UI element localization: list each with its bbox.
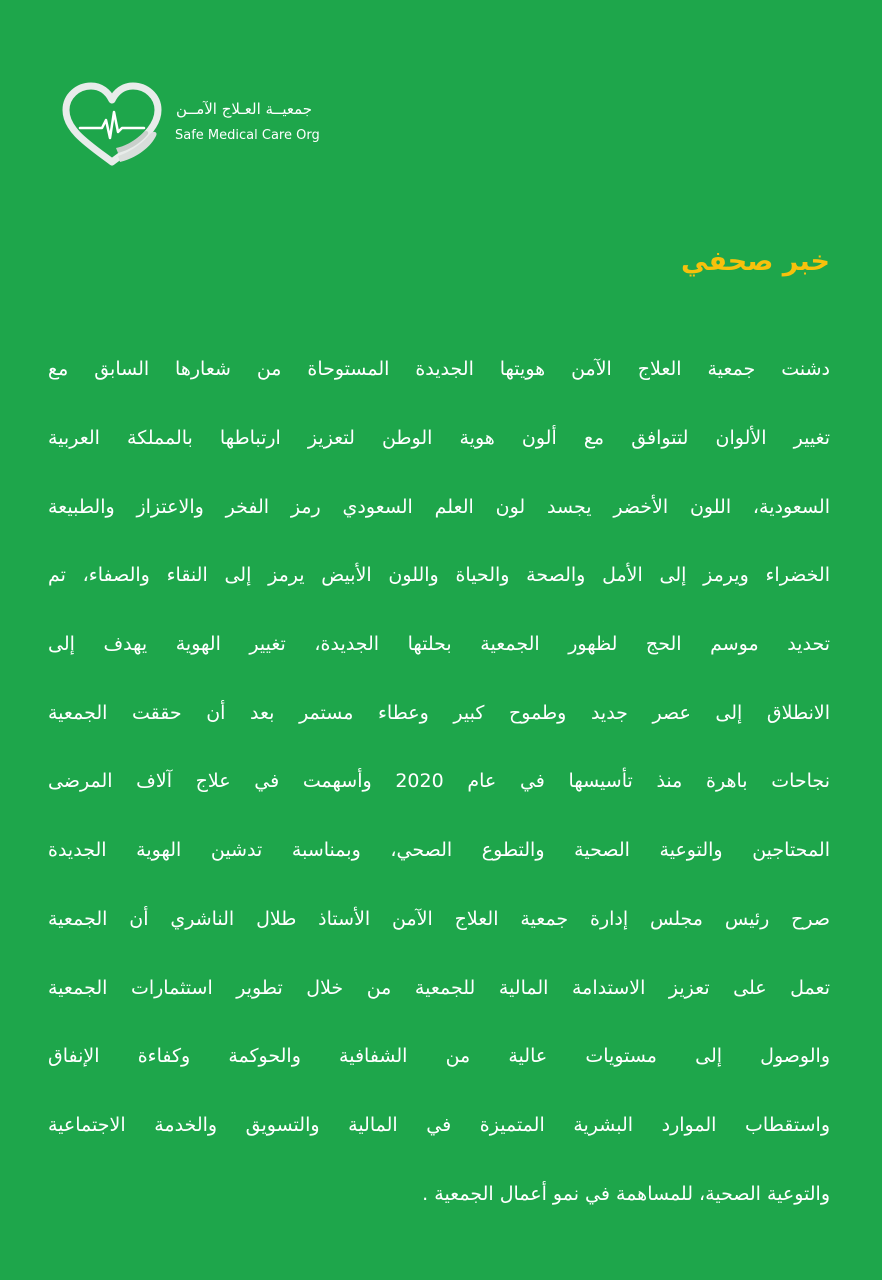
logo-english-name: Safe Medical Care Org [175, 128, 320, 143]
article-line: تغيير الألوان لتتوافق مع ألون هوية الوطن لتعزيز ارتباطها بالمملكة العربية [48, 427, 830, 450]
article-heading: خبر صحفي [681, 246, 830, 277]
article-line: صرح رئيس مجلس إدارة جمعية العلاج الآمن الأستاذ طلال الناشري أن الجمعية [48, 907, 830, 930]
article-line: دشنت جمعية العلاج الآمن هويتها الجديدة المستوحاة من شعارها السابق مع [48, 358, 830, 381]
logo-arabic-name: جمعيــة العـلاج الآمــن [176, 100, 313, 118]
organization-logo [58, 82, 348, 172]
article-body [48, 335, 830, 1228]
article-line: الخضراء ويرمز إلى الأمل والصحة والحياة واللون الأبيض يرمز إلى النقاء والصفاء، تم [48, 564, 830, 587]
article-line: المحتاجين والتوعية الصحية والتطوع الصحي، وبمناسبة تدشين الهوية الجديدة [48, 839, 830, 862]
article-line: والتوعية الصحية، للمساهمة في نمو أعمال الجمعية . [422, 1182, 830, 1205]
heart-hands-pulse-icon [58, 82, 166, 170]
article-line: تحديد موسم الحج لظهور الجمعية بحلتها الجديدة، تغيير الهوية يهدف إلى [48, 633, 830, 656]
article-line: والوصول إلى مستويات عالية من الشفافية والحوكمة وكفاءة الإنفاق [48, 1045, 830, 1068]
article-line: واستقطاب الموارد البشرية المتميزة في المالية والتسويق والخدمة الاجتماعية [48, 1113, 830, 1136]
article-line: الانطلاق إلى عصر جديد وطموح كبير وعطاء مستمر بعد أن حققت الجمعية [48, 701, 830, 724]
article-line: نجاحات باهرة منذ تأسيسها في عام 2020 وأسهمت في علاج آلاف المرضى [48, 770, 830, 793]
article-line: السعودية، اللون الأخضر يجسد لون العلم السعودي رمز الفخر والاعتزاز والطبيعة [48, 495, 830, 518]
article-line: تعمل على تعزيز الاستدامة المالية للجمعية من خلال تطوير استثمارات الجمعية [48, 976, 830, 999]
